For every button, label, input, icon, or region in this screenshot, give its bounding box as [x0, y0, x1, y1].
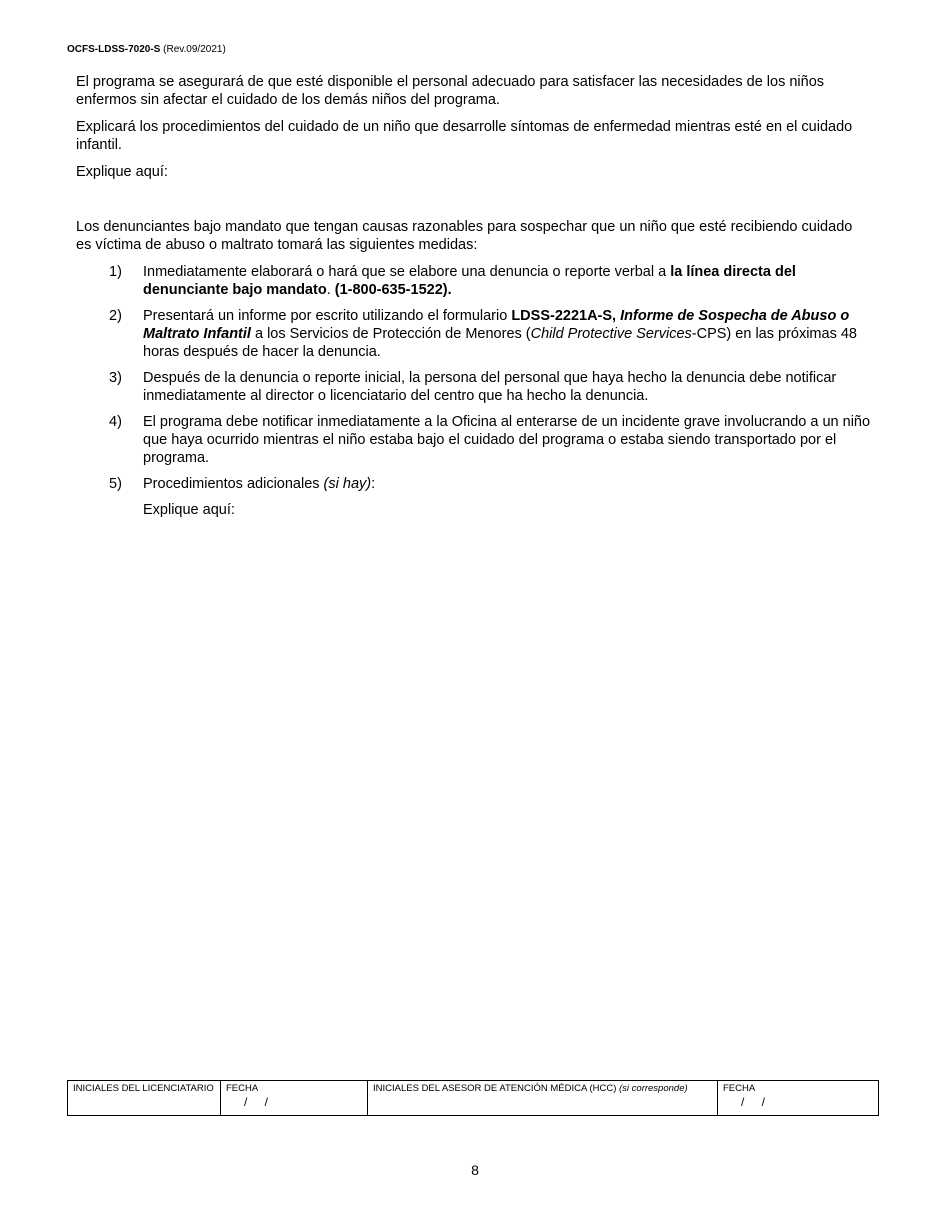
paragraph-procedures: Explicará los procedimientos del cuidado de un niño que desarrolle síntomas de enfermedad mientras esté en el cuidado infantil.	[76, 119, 853, 153]
list-item: 3) Después de la denuncia o reporte inicial, la persona del personal que haya hecho la denuncia debe notificar inmediatamente al director o licenciatario del centro que ha hecho la denuncia.	[109, 370, 837, 404]
form-header	[67, 44, 226, 55]
licensee-initials-field[interactable]: INICIALES DEL LICENCIATARIO	[68, 1081, 221, 1116]
date-field-hcc[interactable]: FECHA / /	[718, 1081, 879, 1116]
item-number: 4)	[109, 414, 122, 430]
form-title: Informe de Sospecha de Abuso o Maltrato Infantil	[143, 308, 850, 342]
hotline-phone: (1-800-635-1522).	[334, 282, 452, 298]
item-number: 2)	[109, 308, 122, 324]
item-number: 1)	[109, 264, 122, 280]
date-field-licensee[interactable]: FECHA / /	[221, 1081, 368, 1116]
hcc-initials-field[interactable]: INICIALES DEL ASESOR DE ATENCIÓN MÉDICA (HCC) (si corresponde)	[368, 1081, 718, 1116]
list-item: 1) Inmediatamente elaborará o hará que se elabore una denuncia o reporte verbal a la línea directa del denunciante bajo mandato. (1-800-635-1522).	[109, 264, 796, 298]
item-number: 5)	[109, 476, 122, 492]
document-body	[76, 73, 871, 519]
form-number: LDSS-2221A-S,	[511, 308, 621, 324]
form-revision: (Rev.09/2021)	[163, 44, 226, 55]
explain-label-additional: Explique aquí:	[143, 502, 235, 518]
signature-table	[67, 1080, 879, 1116]
hotline-name: la línea directa del denunciante bajo mandato	[143, 264, 796, 298]
list-item: 2) Presentará un informe por escrito utilizando el formulario LDSS-2221A-S, Informe de Sospecha de Abuso o Maltrato Infantil a los Servicios de Protección de Menores (Child Protective Services-CPS) en las próximas 48 horas después de hacer la denuncia.	[109, 308, 857, 360]
explain-label: Explique aquí:	[76, 164, 168, 180]
form-code: OCFS-LDSS-7020-S	[67, 44, 161, 55]
paragraph-staff: El programa se asegurará de que esté disponible el personal adecuado para satisfacer las necesidades de los niños enfermos sin afectar el cuidado de los demás niños del programa.	[76, 74, 825, 108]
list-item: 5) Procedimientos adicionales (si hay):	[109, 476, 376, 492]
item-number: 3)	[109, 370, 122, 386]
page-number: 8	[471, 1162, 479, 1178]
paragraph-mandated-reporters: Los denunciantes bajo mandato que tengan causas razonables para sospechar que un niño que esté recibiendo cuidado es víctima de abuso o maltrato tomará las siguientes medidas:	[76, 219, 853, 253]
list-item: 4) El programa debe notificar inmediatamente a la Oficina al enterarse de un incidente grave involucrando a un niño que haya ocurrido mientras el niño estaba bajo el cuidado del programa o estaba siendo transportado por el programa.	[109, 414, 871, 466]
cps-name: Child Protective Services	[530, 326, 692, 342]
